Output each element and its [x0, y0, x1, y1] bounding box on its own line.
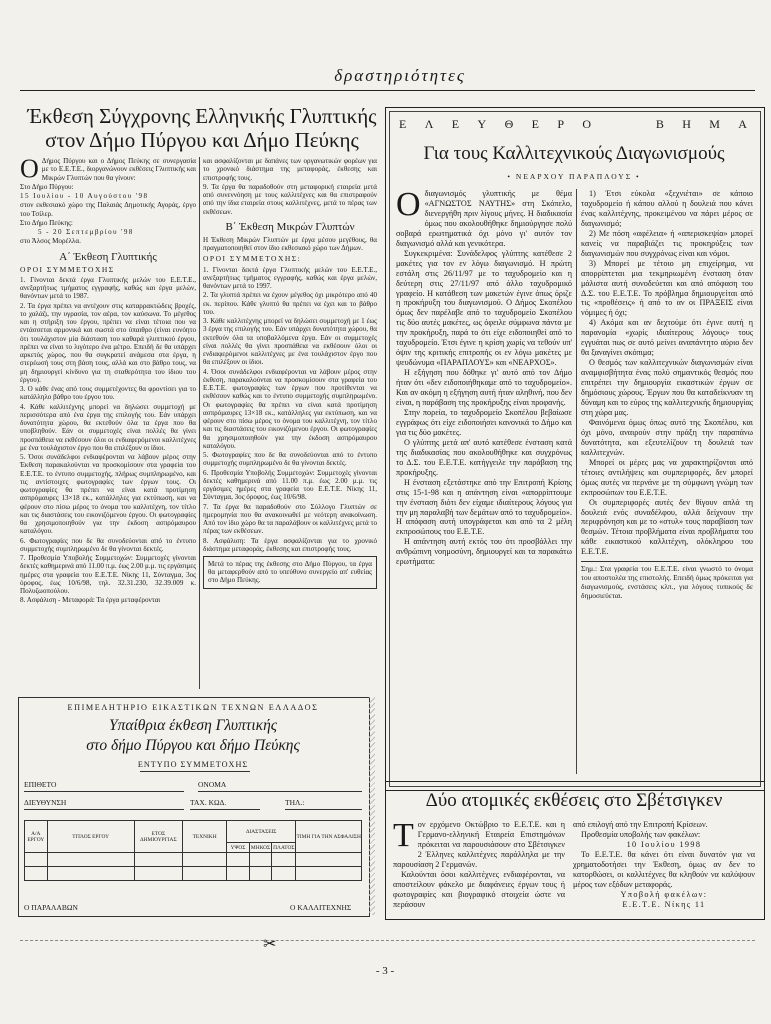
postcode-label: ΤΑΧ. ΚΩΔ.	[190, 798, 227, 807]
form-title-line2: στο δήμο Πύργου και δήμο Πεύκης	[86, 737, 300, 754]
paragraph: Το Ε.Ε.Τ.Ε. θα κάνει ότι είναι δυνατόν για να χρηματοδοτήσει την Έκθεση, όμως αν δεν το κατορθώσει, οι καλλιτέχνες θα κληθούν να καλύψουν μέρος των εξόδων μεταφοράς.	[573, 849, 755, 889]
venue2-dates: 5 - 20 Σεπτεμβρίου '98	[38, 228, 134, 236]
paragraph: 1) Έτσι εύκολα «ξεχνιέται» σε κάποιο ταχυδρομείο ή κάπου αλλού η δουλειά που κάνει ένας καλλιτέχνης, προκειμένου να πάρει μέρος σε διαγωνισμό;	[581, 189, 753, 228]
col-header: ΔΙΑΣΤΑΣΕΙΣ	[227, 821, 296, 843]
entry-form-heading: ΕΝΤΥΠΟ ΣΥΜΜΕΤΟΧΗΣ	[137, 760, 249, 769]
term-b-8: 8. Ασφάλιση: Τα έργα ασφαλίζονται για το χρονικό διάστημα μεταφοράς, έκθεσης και επιστροφής τους.	[203, 536, 377, 553]
venue1-dates: 15 Ιουλίου - 10 Αυγούστου '98	[20, 192, 149, 200]
page-number: - 3 -	[375, 965, 395, 977]
artist-label: Ο ΚΑΛΛΙΤΕΧΝΗΣ	[290, 903, 352, 912]
banner-letter: Ε	[531, 117, 541, 131]
col-header: ΤΙΜΗ ΓΙΑ ΤΗΝ ΑΣΦΑΛΙΣΗ	[296, 821, 362, 853]
banner-letter: Ε	[399, 117, 409, 131]
table-cell[interactable]	[134, 867, 182, 881]
column-divider	[576, 189, 577, 774]
paragraph: Στην πορεία, το ταχυδρομείο Σκοπέλου βεβαίωσε εγγράφως ότι είχε ειδοποιήσει κανονικά το Δήμο και για τις δύο μακέτες.	[396, 407, 572, 437]
col-subheader: ΥΨΟΣ	[227, 843, 250, 853]
table-cell[interactable]	[25, 853, 48, 867]
table-cell[interactable]	[47, 867, 134, 881]
banner-letter: Ο	[582, 117, 594, 131]
venue2-place: στο Άλσος Μορέλλα.	[20, 237, 81, 246]
paragraph: ον ερχόμενο Οκτώβριο το Ε.Ε.Τ.Ε. και η Γερμανο-ελληνική Εταιρεία Επιστημόνων πρόκειται να παρουσιάσουν στο Σβέτσιγκεν 2 Έλληνες καλλιτέχνες παράλληλα με την παρουσίαση 2 Γερμανών.	[393, 820, 565, 869]
term-a-1: 1. Γίνονται δεκτά έργα Γλυπτικής μελών του Ε.Ε.Τ.Ε., ανεξαρτήτως τμήματος εγγραφής, καθώς και έργα μελών, θανόντων μετά το 1987.	[20, 275, 196, 301]
term-b-6: 6. Προθεσμία Υποβολής Συμμετοχών: Συμμετοχές γίνονται δεκτές καθημερινά από 11.00 π.μ. έως 2.00 μ.μ. τις εργάσιμες ημέρες στα γραφεία του Ε.Ε.Τ.Ε. Νίκης 11, Σύνταγμα, 3ος όροφος, έως 10/6/98.	[203, 468, 377, 502]
term-a-3: 3. Ο κάθε ένας από τους συμμετέχοντες θα φροντίσει για το κατάλληλο βάθρο του έργου του.	[20, 385, 196, 402]
form-title-line1: Υπαίθρια έκθεση Γλυπτικής	[108, 717, 278, 734]
paragraph: Ο θεσμός των καλλιτεχνικών διαγωνισμών είναι αναμφισβήτητα ένας πολύ σημαντικός θεσμός που επιτρέπει την δημιουργία εικαστικών έργων σε δημόσιους χώρους. Έργων που θα καταδείκνυαν τη δύναμη και το εύρος της καλλιτεχνικής δημιουργίας στη χώρα μας.	[581, 358, 753, 417]
paragraph: Οι συμπεριφορές αυτές δεν θίγουν απλά τη δουλειά ενός συναδέλφου, αλλά δείχνουν την περιφρόνηση και με το «στυλ» τους παραβίαση των θεσμών. Τέτοια προβλήματα είναι προβλήματα του κάθε εικαστικού καλλιτέχνη, ολόκληρου του Ε.Ε.Τ.Ε.	[581, 497, 753, 557]
banner-letter: Μ	[709, 117, 722, 131]
intro-text: Δήμος Πύργου και ο Δήμος Πεύκης σε συνεργασία με το Ε.Ε.Τ.Ε., διοργανώνουν εκθέσεις Γλυπτικής και Μικρών Γλυπτών που θα γίνουν:	[41, 157, 196, 182]
exhibitions-column-1	[393, 817, 565, 910]
paragraph: Φαινόμενα όμως όπως αυτό της Σκοπέλου, και όχι μόνο, αναιρούν στην πράξη την παραπάνω δυνατότητα, και εξευτελίζουν τη δουλειά των καλλιτεχνών.	[581, 417, 753, 457]
table-cell[interactable]	[183, 853, 227, 867]
dropcap: Ο	[20, 154, 39, 183]
venue1-place: στον εκθεσιακό χώρο της Παλαιάς Δημοτικής Αγοράς, έργο του Τσίλερ.	[20, 201, 196, 218]
term-a-7: 7. Προθεσμία Υποβολής Συμμετοχών: Συμμετοχές γίνονται δεκτές καθημερινά από 11.00 π.μ. έως 2.00 μ.μ. τις εργάσιμες ημέρες στα γραφεία του Ε.Ε.Τ.Ε. Νίκης 11, Σύνταγμα, 3ος όροφος, έως 10/6/98, τηλ. 32.31.230, 32.39.009 κ. Πολυζωοπούλου.	[20, 554, 196, 595]
banner-letter: Η	[682, 117, 693, 131]
col2-top: και ασφαλίζονται με δαπάνες των οργανωτικών φορέων για το χρονικό διάστημα της μεταφοράς, έκθεσης και επιστροφής τους.	[203, 157, 377, 182]
right-column-1	[396, 186, 572, 567]
table-cell[interactable]	[296, 867, 362, 881]
table-cell[interactable]	[296, 853, 362, 867]
paragraph: 2) Με πόση «αφέλεια» ή «απερισκεψία» μπορεί κανείς να παραβιάζει τις προκηρύξεις των διαγωνισμών που συγχρόνως είναι και νόμοι.	[581, 228, 753, 258]
banner-letter: Λ	[424, 117, 436, 131]
paragraph: Η απάντηση αυτή εκτός του ότι προσβάλλει την ανθρώπινη νοημοσύνη, δημιουργεί και τα παρακάτω ερωτήματα:	[396, 537, 572, 567]
term-b-3: 3. Κάθε καλλιτέχνης μπορεί να δηλώσει συμμετοχή με 1 έως 3 έργα της επιλογής του. Εάν υπάρχει δυνατότητα χώρου, θα εκτεθούν όλα τα υποβαλλόμενα έργα. Εάν οι συμμετοχές είναι πολλές θα γίνει προσπάθεια να εκθέσουν όλοι οι ενδιαφερόμενοι καλλιτέχνες με ένα τουλάχιστον έργο που θα επιλέξουν οι ίδιοι.	[203, 317, 377, 367]
term-a-2: 2. Τα έργα πρέπει να αντέχουν στις καταρρακτώδεις βροχές, το χαλάζι, την υγρασία, τον αέρα, τον καύσωνα. Το μέγεθος και η στήριξη του έργου, πρέπει να είναι τέτοια που να εντάσσεται αρμονικά και σωστά στο ύπαιθρο (είναι ευνόητο ότι τουλάχιστον μία διάσταση του καθαρά γλυπτικού έργου, πρέπει να είναι το λιγότερο ένα μέτρο. Επειδή δε θα υπάρχει αρκετός χώρος, που θα συγκρατεί ανάμεσα στα έργα, η στερέωσή τους στη βάση τους, αλλά και στο βάθρο τους, να μη δημιουργεί κίνδυνο για τη σταθερότητα του ίδιου του έργου).	[20, 301, 196, 384]
term-a-5: 5. Όσοι συνάδελφοι ενδιαφέρονται να λάβουν μέρος στην Έκθεση παρακαλούνται να προσκομίσουν στα γραφεία του Ε.Ε.Τ.Ε. το έντυπο συμμετοχής, πλήρως συμπληρωμένο, και τις αντίστοιχες φωτογραφίες των έργων τους. Οι φωτογραφίες θα πρέπει να είναι κατά προτίμηση ασπρόμαυρες 13×18 εκ., κατάλληλες για εκτύπωση, και να φέρουν στο πίσω μέρος το όνομα του καλλιτέχνη, τον τίτλο και τις διαστάσεις του εικονιζόμενου έργου. Οι φωτογραφίες θα χρησιμοποιηθούν για την έκδοση ασπρόμαυρου καταλόγου.	[20, 453, 196, 536]
term-b-7: 7. Τα έργα θα παραδοθούν στο Σύλλογο Γλυπτών σε ημερομηνία που θα ανακοινωθεί με νεότερη ανακοίνωση. Από τον ίδιο χώρο θα τα παραλάβουν οι καλλιτέχνες μετά το πέρας των εκθέσεων.	[203, 502, 377, 536]
paragraph: Μπορεί οι μέρες μας να χαρακτηρίζονται από τέτοιες αντιλήψεις και συμπεριφορές, δεν μπορεί όμως αυτές να περνάνε με τη σύμφωνη γνώμη των εκπροσώπων του Ε.Ε.Τ.Ε.	[581, 457, 753, 497]
right-article-title: Για τους Καλλιτεχνικούς Διαγωνισμούς	[423, 143, 725, 164]
paragraph: Η εξήγηση που δόθηκε γι' αυτό από τον Δήμο ήταν ότι «δεν ειδοποιήθηκαμε από το ταχυδρομείο». Και αν ακόμη η εξήγηση αυτή ήταν αληθινή, που δεν είναι, η παράβαση της προκήρυξης είναι προφανής.	[396, 368, 572, 408]
term-a-6: 6. Φωτογραφίες που δε θα συνοδεύονται από το έντυπο συμμετοχής συμπληρωμένο δε θα γίνονται δεκτές.	[20, 536, 196, 553]
works-table	[24, 820, 362, 881]
editor-note: Σημ.: Στα γραφεία του Ε.Ε.Τ.Ε. είναι γνωστό το όνομα του αποστολέα της επιστολής. Επειδή όμως πρόκειται για διαγωνισμούς, ενστάσεις κλπ., για λόγους τυπικούς δε δημοσιεύεται.	[581, 564, 753, 600]
col-header: ΤΙΤΛΟΣ ΕΡΓΟΥ	[47, 821, 134, 853]
banner-letter: Β	[655, 117, 666, 131]
col-subheader: ΜΗΚΟΣ	[250, 844, 271, 851]
name-field[interactable]	[198, 791, 362, 792]
term-b-2: 2. Τα γλυπτά πρέπει να έχουν μέγεθος όχι μικρότερο από 40 εκ. περίπου. Κάθε γλυπτό θα πρέπει να έχει και το βάθρο του.	[203, 291, 377, 316]
table-cell[interactable]	[249, 867, 272, 881]
term-a-8: 8. Ασφάλιση - Μεταφορά: Τα έργα μεταφέρονται	[20, 596, 161, 605]
term-a-9: 9. Τα έργα θα παραδοθούν στη μεταφορική εταιρεία μετά από συνεννόηση με τους καλλιτέχνες και θα επιστραφούν από την ίδια εταιρεία στους καλλιτέχνες, μετά το πέρας των εκθέσεων.	[203, 182, 377, 216]
submission-label: Υποβολή φακέλων:	[620, 889, 708, 899]
phone-field[interactable]	[285, 809, 362, 810]
paragraph: 4) Ακόμα και αν δεχτούμε ότι έγινε αυτή η παρανομία «χωρίς ιδιαίτερους λόγους» τους εγγυάται πως σε αυτό μείνει αναπάντητο αύριο δεν θα ξαναγίνει σκόπιμα;	[581, 318, 753, 358]
address-field[interactable]	[24, 809, 184, 810]
terms-b-heading: ΟΡΟΙ ΣΥΜΜΕΤΟΧΗΣ:	[203, 254, 302, 264]
table-cell[interactable]	[272, 853, 296, 867]
col-header: ΤΕΧΝΙΚΗ	[183, 821, 227, 853]
col-header: ΕΤΟΣ ΔΗΜΙΟΥΡΓΙΑΣ	[134, 821, 182, 853]
paragraph: Προθεσμία υποβολής των φακέλων:	[581, 829, 701, 839]
paragraph: Καλούνται όσοι καλλιτέχνες ενδιαφέρονται, να αποστείλουν φάκελο με διαφάνειες έργων τους ή φωτογραφίες και βιογραφικό στοιχεία ώστε να περάσουν	[393, 869, 565, 909]
paragraph: από επιλογή από την Επιτροπή Κρίσεων.	[573, 820, 708, 829]
name-label: ΟΝΟΜΑ	[198, 780, 227, 789]
left-article-title: Έκθεση Σύγχρονης Ελληνικής Γλυπτικής στον Δήμο Πύργου και Δήμο Πεύκης	[27, 104, 377, 152]
table-cell[interactable]	[47, 853, 134, 867]
paragraph: Συγκεκριμένα: Συνάδελφος γλύπτης κατέθεσε 2 μακέτες για τον εν λόγω διαγωνισμό. Η πρώτη εστάλη στις 26/11/97 με το ταχυδρομείο και η δεύτερη στις 27/11/97 από άλλο ταχυδρομικό γραφείο. Η κατάθεση των μακετών έγινε όπως όριζε η προκήρυξη του διαγωνισμού. Ο Δήμος Σκοπέλου όμως δεν παρέλαβε από το ταχυδρομείο Σκοπέλου τις δύο αυτές μακέτες, ως όφειλε σύμφωνα πάντα με την προκήρυξη, παρά το ότι είχε ειδοποιηθεί από το ταχυδρομείο. Έτσι έγινε η κρίση χωρίς να τεθούν υπ' όψιν της κριτικής επιτροπής οι εν λόγω μακέτες με ψευδώνυμα «ΠΑΡΑΠΛΟΥΣ» και «ΝΕΑΡΧΟΣ».	[396, 248, 572, 368]
surname-label: ΕΠΙΘΕΤΟ	[24, 780, 57, 789]
banner-letter: Ρ	[557, 117, 567, 131]
venue2-label: Στο Δήμο Πεύκης:	[20, 218, 73, 227]
banner-letter: Ε	[451, 117, 462, 131]
paragraph: 3) Μπορεί με τέτοιο μη επιχείρημα, να απορρίπτεται μια τεκμηριωμένη ένσταση όταν μάλιστα αυτή συνοδεύεται και από απόφαση του Δ.Σ. του Ε.Ε.Τ.Ε. Το πρόβλημα δημιουργείται από τις «προθέσεις» ή από το αν οι ΠΡΑΞΕΙΣ είναι νόμιμες ή όχι;	[581, 258, 753, 318]
col-subheader: ΠΛΑΤΟΣ	[273, 844, 295, 851]
paragraph: διαγωνισμός γλυπτικής με θέμα «ΑΓΝΩΣΤΟΣ ΝΑΥΤΗΣ» στη Σκόπελο, διενεργήθη πριν λίγους μήνες. Η διαδικασία όμως που ακολουθήθηκε δημιούργησε πολύ σοβαρά ερωτηματικά όχι μόνο γι' αυτόν τον διαγωνισμό αλλά και γενικότερα.	[396, 189, 572, 248]
paragraph: Η ένσταση εξετάστηκε από την Επιτροπή Κρίσης στις 15-1-98 και η απάντηση είναι «απορρίπτουμε την ένσταση διότι δεν είχαμε ιδιαίτερους λόγους για την μη παραλαβή των δεμάτων από το ταχυδρομείο». Η απόφαση αυτή υπογράφεται και από τα 2 μέλη εκπροσώπους του Ε.Ε.Τ.Ε.	[396, 477, 572, 537]
col-header: Α/Α ΕΡΓΟΥ	[25, 821, 48, 853]
banner-letter: Α	[738, 117, 749, 131]
note-box: Μετά το πέρας της έκθεσης στο Δήμο Πύργου, τα έργα θα μεταφερθούν από το υπεύθυνο συνεργείο απ' ευθείας στο Δήμο Πεύκης.	[203, 556, 377, 589]
column-divider	[199, 157, 200, 689]
scissors-icon: ✂	[263, 936, 277, 953]
intro-b: Η Έκθεση Μικρών Γλυπτών με έργα μέσου μεγέθους, θα πραγματοποιηθεί στον ίδιο εκθεσιακό χώρο των Δήμων.	[203, 235, 377, 252]
submission-address: Ε.Ε.Τ.Ε. Νίκης 11	[622, 899, 706, 909]
right-column-2	[581, 189, 753, 600]
term-a-4: 4. Κάθε καλλιτέχνης μπορεί να δηλώσει συμμετοχή με περισσότερα από ένα έργα της επιλογής του. Εάν υπάρχει δυνατότητα χώρου, θα εκτεθούν όλα τα έργα που θα υποβληθούν. Εάν οι συμμετοχές είναι πολλές θα γίνει προσπάθεια να εκθέσουν όλοι οι ενδιαφερόμενοι καλλιτέχνες με ένα τουλάχιστον έργο που θα επιλέξουν οι ίδιοι.	[20, 402, 196, 452]
exhibitions-column-2	[573, 820, 755, 910]
note-divider	[581, 561, 753, 562]
banner-letter: Θ	[504, 117, 516, 131]
terms-a-heading: ΟΡΟΙ ΣΥΜΜΕΤΟΧΗΣ	[20, 264, 115, 274]
table-cell[interactable]	[249, 853, 272, 867]
header-rule	[20, 90, 755, 91]
surname-field[interactable]	[24, 791, 184, 792]
term-b-1: 1. Γίνονται δεκτά έργα Γλυπτικής μελών του Ε.Ε.Τ.Ε., ανεξαρτήτως τμήματος εγγραφής, καθώς και έργα μελών, θανόντων μετά το 1997.	[203, 265, 377, 290]
table-cell[interactable]	[183, 867, 227, 881]
heading-underline	[140, 771, 250, 772]
banner	[389, 117, 759, 132]
venue1-label: Στο Δήμο Πύργου:	[20, 182, 74, 191]
section-b-heading: Β΄ Έκθεση Μικρών Γλυπτών	[225, 220, 355, 233]
term-b-5: 5. Φωτογραφίες που δε θα συνοδεύονται από το έντυπο συμμετοχής συμπληρωμένο δε θα γίνονται δεκτές.	[203, 451, 377, 468]
author-line: • ΝΕΑΡΧΟΥ ΠΑΡΑΠΛΟΥΣ •	[507, 172, 641, 181]
form-title	[18, 716, 368, 756]
receiver-label: Ο ΠΑΡΑΛΑΒΩΝ	[24, 903, 78, 912]
banner-letter: Υ	[477, 117, 489, 131]
dropcap: Τ	[393, 817, 414, 854]
table-cell[interactable]	[272, 867, 296, 881]
cut-line	[20, 940, 755, 941]
term-b-4: 4. Όσοι συνάδελφοι ενδιαφέρονται να λάβουν μέρος στην έκθεση, παρακαλούνται να προσκομίσουν στα γραφεία του Ε.Ε.Τ.Ε. φωτογραφίες των έργων που προτίθενται να εκθέσουν καθώς και το έντυπο συμμετοχής συμπληρωμένο. Οι φωτογραφίες θα πρέπει να είναι κατά προτίμηση ασπρόμαυρες 13×18 εκ., κατάλληλες για εκτύπωση, και να φέρουν στο πίσω μέρος το όνομα του καλλιτέχνη, τον τίτλο και τις διαστάσεις του εικονιζόμενου έργου. Οι φωτογραφίες θα χρησιμοποιηθούν για την έκδοση ασπρόμαυρου καταλόγου.	[203, 367, 377, 450]
form-organization: ΕΠΙΜΕΛΗΤΗΡΙΟ ΕΙΚΑΣΤΙΚΩΝ ΤΕΧΝΩΝ ΕΛΛΑΔΟΣ	[67, 703, 319, 712]
section-a-heading: Α΄ Έκθεση Γλυπτικής	[59, 250, 157, 263]
table-cell[interactable]	[25, 867, 48, 881]
shadow-hatch	[369, 697, 375, 915]
section-header: δραστηριότητες	[334, 66, 466, 85]
deadline-date: 10 Ιουλίου 1998	[626, 839, 702, 849]
left-column-2	[203, 157, 377, 589]
phone-label: ΤΗΛ.:	[285, 798, 305, 807]
postcode-field[interactable]	[190, 809, 260, 810]
address-label: ΔΙΕΥΘΥΝΣΗ	[24, 798, 67, 807]
exhibitions-title: Δύο ατομικές εκθέσεις στο Σβέτσιγκεν	[425, 790, 723, 811]
paragraph: Ο γλύπτης μετά απ' αυτό κατέθεσε ένσταση κατά της διαδικασίας που ακολουθήθηκε και συγχρόνως το Δ.Σ. του Ε.Ε.Τ.Ε. κατήγγειλε την παράβαση της προκήρυξης.	[396, 437, 572, 477]
banner-gap	[609, 117, 639, 132]
dropcap: Ο	[396, 186, 421, 223]
table-cell[interactable]	[227, 853, 250, 867]
left-column-1	[20, 154, 196, 606]
table-cell[interactable]	[227, 867, 250, 881]
table-cell[interactable]	[134, 853, 182, 867]
